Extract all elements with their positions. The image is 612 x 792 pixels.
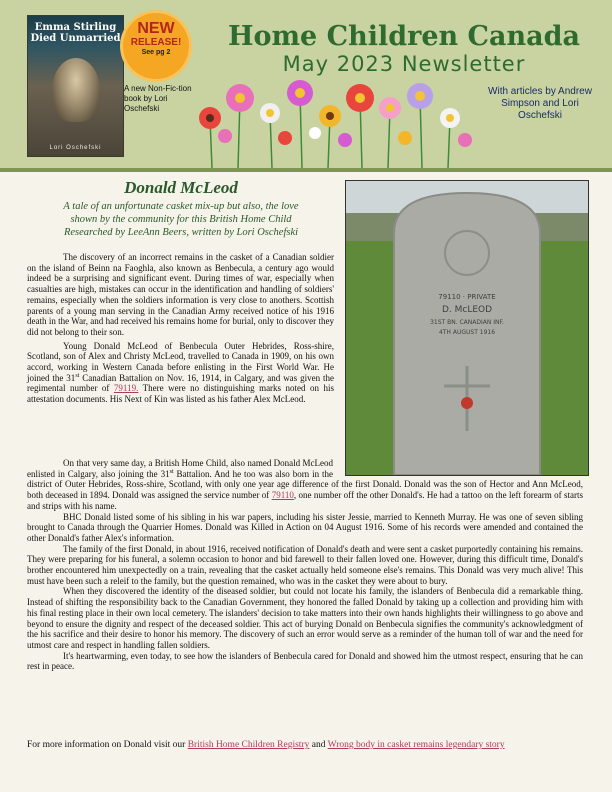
badge-new: NEW [137,20,175,37]
footer-text: For more information on Donald visit our [27,740,186,750]
flowers-illustration [190,78,480,168]
newsletter-title: Home Children Canada [227,21,581,52]
book-cover[interactable] [27,15,124,157]
masthead [0,0,612,172]
newsletter-subtitle: May 2023 Newsletter [282,52,526,76]
subtitle-line: Researched by LeeAnn Beers, written by Lori Oschefski [63,227,299,238]
text: Battalion. And he too was also born in the district of Outer Hebrides, Ross-shire, Scotland, with only one year age difference of the first Donald. Donald was the son of Hector and Ann McLeod, both deceased in 1894. Donald was assigned the service number of [27,468,583,501]
gravestone-line: D. McLEOD [441,305,493,315]
text: On that very same day, a British Home Child, also named Donald McLeod enlisted in Calgary, also joining the 31 [27,458,333,479]
badge-release: RELEASE! [130,37,182,48]
articles-note: With articles by Andrew Simpson and Lori Oschefski [488,86,592,121]
footer-links [27,740,597,750]
subtitle-line: shown by the community for this British Home Child [70,214,292,225]
text: There were no distinguishing marks noted on his attestation documents. His Next of Kin was listed as his father Alex McLeod. [27,383,334,405]
gravestone-line: 79110 · PRIVATE [438,293,496,301]
service-number-link[interactable]: 79110 [271,490,294,501]
superscript: st [169,468,174,475]
book-title: Emma Stirling Died Unmarried [30,22,121,44]
text: Young Donald McLeod of Benbecula Outer Hebrides, Ross-shire, Scotland, son of Alex and Christy McLeod, travelled to Canada in 1909, on his own accord, working in Western Canada before enlisting in the First World War. He joined the 31 [27,340,334,383]
badge-see-page: See pg 2 [141,49,171,56]
paragraph: BHC Donald listed some of his sibling in his war papers, including his sister Jessie, married to Kenneth Murray. He was one of seven sibling brought to Canada through the Quarrier Homes. Donald was Killed in Action on 04 August 1916. Some of his records were amended and contained the other Donald's father Alex's information. [27,511,583,543]
text: , one number off the other Donald's. He had a tattoo on the left forearm of starts and strips with his name. [27,490,584,511]
gravestone-line: 31ST BN. CANADIAN INF. [430,319,504,326]
book-portrait [52,58,100,122]
registry-link[interactable]: British Home Children Registry [187,740,310,750]
gravestone-line: 4TH AUGUST 1916 [438,329,496,336]
paragraph [27,341,334,405]
new-release-badge [123,13,189,79]
article-body [27,458,583,672]
article-title: Donald McLeod [124,178,238,197]
article-column [27,252,334,405]
gravestone-illustration [346,181,588,475]
paragraph: It's heartwarming, even today, to see how the islanders of Benbecula cared for Donald and showed him the utmost respect, ensuring that he can rest in peace. [27,650,583,672]
subtitle-line: A tale of an unfortunate casket mix-up but also, the love [63,201,299,212]
text: Canadian Battalion on Nov. 16, 1914, in Calgary, and was given the regimental number of [27,372,334,394]
service-number-link[interactable]: 79119. [113,383,139,394]
book-note: A new Non-Fic-tion book by Lori Oschefski [124,84,192,113]
story-link[interactable]: Wrong body in casket remains legendary story [327,740,505,750]
paragraph: The discovery of an incorrect remains in the casket of a Canadian soldier on the island of Beinn na Faoghla, also known as Benbecula, a century ago would indeed be a surprising and significant event. During times of war, especially when casualties are high, mistakes can occur in the identification and handling of soldiers' remains, especially when the soldiers information is very close to anothers. Scottish parents of a young man serving in the Canadian Army received notice of his 1916 death in the War, and had received his remains home for burial, only to discover they did not belong to their son. [27,252,334,337]
superscript: st [75,372,80,379]
footer-text: and [311,740,326,750]
gravestone-photo [345,180,589,476]
article-subtitle [22,200,340,239]
paragraph [27,458,583,512]
paragraph: The family of the first Donald, in about 1916, received notification of Donald's death and were sent a casket purportedly containing his remains. They were preparing for his funeral, a solemn occasion to honor and bid farewell to their fallen loved one. However, during this difficult time, Donald's brother encountered him unexpectedly on a train, revealing that the casket actually held someone else's remains. This Donald was very much alive! This must have been such a releif to the family, but the question remained, who was in the casket they were about to bury. [27,543,583,586]
book-author: Lori Oschefski [49,145,102,151]
paragraph: When they discovered the identity of the diseased soldier, but could not locate his family, the islanders of Benbecula did a remarkable thing. Instead of shifting the responsibility back to the Canadian Government, they honored the falled Donald by taking up a collection and providing him with his final resting place in their own local cemetery. The islanders' decision to take matters into their own hands highlights their willingness to go above and beyond to ensure the dignity and respect of the deceased soldier. This act of burying Donald on Benbecula signifies the community's acknowledgment of the his sacrifice and their desire to honor his memory. The discovery of such an error would serve as a reminder of the human toll of war and the need for utmost care and respect in handling fallen soldiers. [27,586,583,650]
